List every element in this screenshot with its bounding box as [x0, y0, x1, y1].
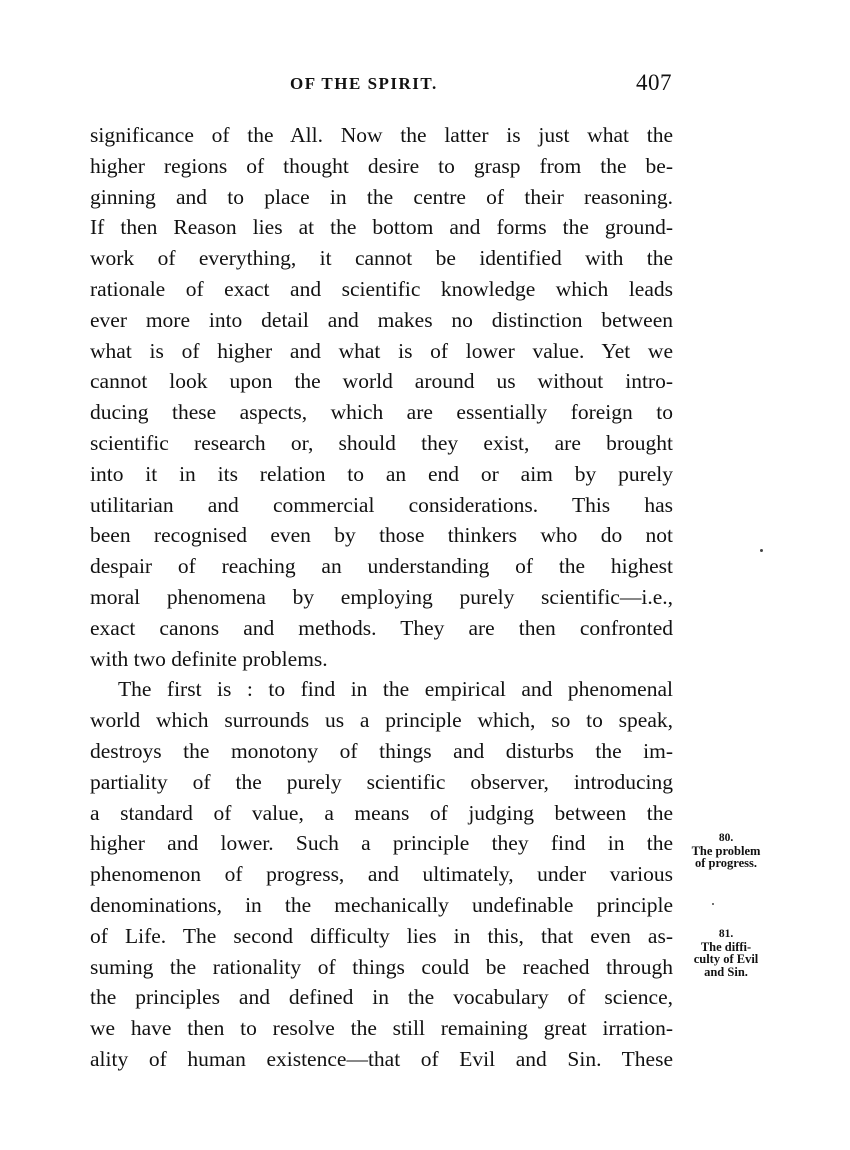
text-line: If then Reason lies at the bottom and forms the ground- [90, 215, 673, 240]
print-speck [712, 903, 714, 905]
text-line: destroys the monotony of things and disturbs the im- [90, 738, 673, 763]
text-line: utilitarian and commercial considerations. This has [90, 492, 673, 517]
text-line: ality of human existence—that of Evil and Sin. These [90, 1046, 673, 1071]
text-line: phenomenon of progress, and ultimately, under various [90, 862, 673, 887]
text-line: the principles and defined in the vocabulary of science, [90, 985, 673, 1010]
print-speck [760, 549, 763, 552]
text-line: cannot look upon the world around us without intro- [90, 369, 673, 394]
text-line: scientific research or, should they exist, are brought [90, 430, 673, 455]
margin-note-text: The diffi- [700, 939, 752, 954]
margin-note-text: culty of Evil [693, 952, 759, 966]
margin-note-text: of progress. [694, 856, 758, 870]
running-title: OF THE SPIRIT. [290, 74, 438, 93]
text-line: significance of the All. Now the latter is just what the [90, 123, 673, 147]
margin-note-number: 81. [718, 928, 734, 940]
text-line: ever more into detail and makes no distinction between [90, 307, 673, 332]
text-line: despair of reaching an understanding of the highest [90, 554, 673, 579]
text-line: into it in its relation to an end or aim by purely [90, 461, 673, 486]
text-line: we have then to resolve the still remaining great irration- [90, 1016, 673, 1041]
text-line: ducing these aspects, which are essentially foreign to [90, 400, 673, 425]
text-line-paragraph-start: The first is : to find in the empirical and phenomenal [118, 677, 673, 702]
text-line: suming the rationality of things could be reached through [90, 954, 673, 979]
margin-note-text: and Sin. [704, 964, 748, 979]
text-line: ginning and to place in the centre of their reasoning. [90, 184, 673, 209]
margin-note-text: The problem [691, 843, 761, 858]
text-line: moral phenomena by employing purely scientific—i.e., [90, 584, 673, 609]
text-line: of Life. The second difficulty lies in this, that even as- [90, 923, 673, 948]
page-number: 407 [636, 70, 672, 95]
margin-note-80 [678, 832, 774, 870]
text-line: what is of higher and what is of lower value. Yet we [90, 338, 673, 363]
text-line: partiality of the purely scientific observer, introducing [90, 769, 673, 794]
text-line: world which surrounds us a principle which, so to speak, [90, 708, 673, 733]
text-line: with two definite problems. [90, 646, 328, 671]
text-line: higher and lower. Such a principle they find in the [90, 831, 673, 856]
text-line: rationale of exact and scientific knowledge which leads [90, 276, 673, 301]
text-line: work of everything, it cannot be identified with the [90, 246, 673, 271]
margin-note-81 [678, 928, 774, 978]
text-line: higher regions of thought desire to grasp from the be- [90, 153, 673, 178]
text-line: a standard of value, a means of judging between the [90, 800, 673, 825]
running-head [90, 70, 672, 100]
text-line: exact canons and methods. They are then confronted [90, 615, 673, 640]
margin-note-number: 80. [718, 832, 734, 844]
text-line: been recognised even by those thinkers who do not [90, 523, 673, 548]
body-text [90, 120, 673, 1075]
text-line: denominations, in the mechanically undefinable principle [90, 892, 673, 917]
